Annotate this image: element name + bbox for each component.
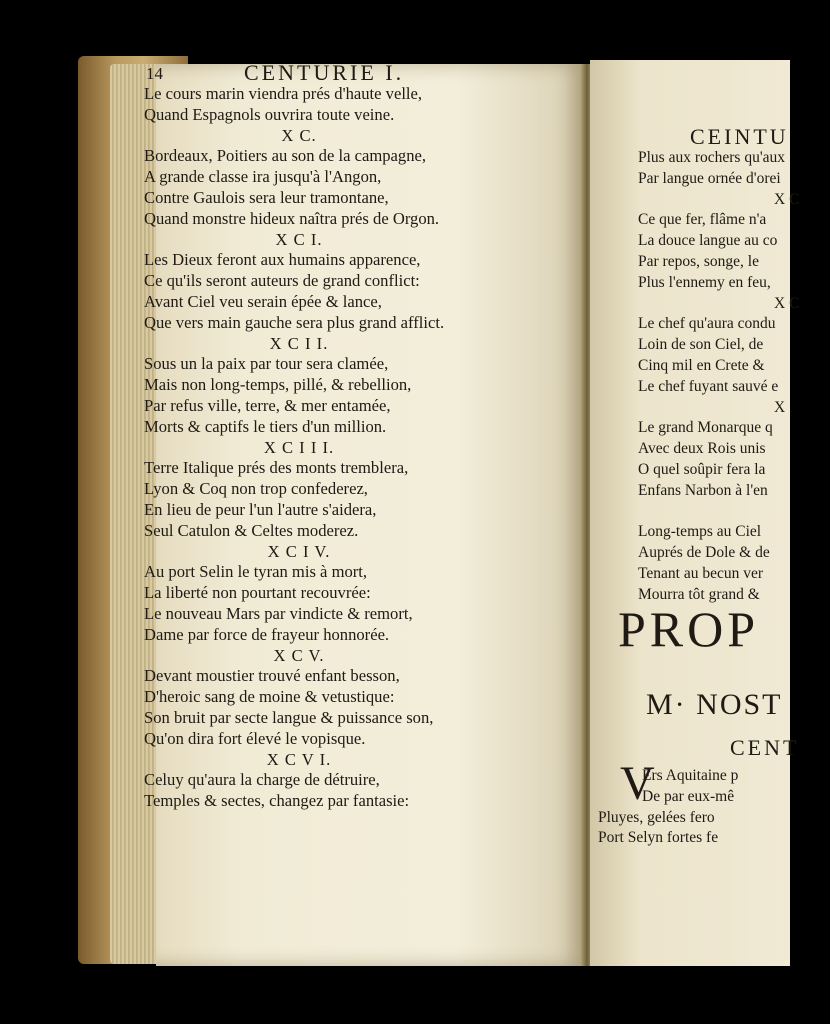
- quatrain-number: X C V.: [273, 645, 325, 665]
- running-head: CENTURIE I.: [244, 60, 405, 85]
- quatrain-number: X C.: [281, 125, 317, 145]
- quatrain-number: X C I I I.: [263, 437, 335, 457]
- verse-line: En lieu de peur l'un l'autre s'aidera,: [144, 499, 377, 519]
- verse-line: Port Selyn fortes fe: [598, 829, 719, 847]
- drop-cap: V: [620, 757, 655, 810]
- verse-line: Bordeaux, Poitiers au son de la campagne,: [144, 146, 427, 166]
- verse-line: Par langue ornée d'orei: [638, 169, 781, 187]
- right-running-head: CEINTU: [690, 124, 789, 149]
- verse-line: Loin de son Ciel, de: [638, 336, 764, 354]
- verse-line: Mais non long-temps, pillé, & rebellion,: [144, 375, 412, 395]
- verse-line: Le grand Monarque q: [638, 419, 773, 437]
- verse-line: Le chef fuyant sauvé e: [638, 377, 779, 395]
- verse-line: Dame par force de frayeur honnorée.: [144, 624, 390, 644]
- verse-line: Celuy qu'aura la charge de détruire,: [144, 770, 380, 790]
- verse-line: Pluyes, gelées fero: [598, 808, 715, 826]
- section-title: PROP: [618, 601, 760, 657]
- verse-line: Les Dieux feront aux humains apparence,: [144, 250, 421, 270]
- verse-line: Au port Selin le tyran mis à mort,: [144, 562, 368, 582]
- verse-line: Mourra tôt grand &: [638, 585, 760, 603]
- verse-line: Cinq mil en Crete &: [638, 356, 765, 374]
- quatrain-number: X: [774, 398, 786, 416]
- quatrain-number: X C: [774, 294, 800, 312]
- quatrain-number: X C V I.: [266, 749, 332, 769]
- verse-line: Son bruit par secte langue & puissance son,: [144, 707, 434, 727]
- quatrain-number: X C I V.: [267, 541, 331, 561]
- verse-line: La douce langue au co: [638, 232, 778, 250]
- section-heading: CENT: [730, 735, 800, 760]
- verse-line: A grande classe ira jusqu'à l'Angon,: [144, 167, 382, 187]
- quatrain-number: X C: [774, 190, 800, 208]
- verse-line: Par repos, songe, le: [638, 252, 759, 270]
- left-verse-lines: [104, 84, 524, 812]
- right-page: [590, 60, 800, 966]
- quatrain-number: X C I I.: [269, 333, 329, 353]
- verse-line: Par refus ville, terre, & mer entamée,: [144, 395, 391, 415]
- verse-line: Terre Italique prés des monts tremblera,: [144, 458, 409, 478]
- verse-line: Le nouveau Mars par vindicte & remort,: [144, 603, 413, 623]
- verse-line: Quand monstre hideux naîtra prés de Orgon.: [144, 208, 440, 228]
- verse-line: Quand Espagnols ouvrira toute veine.: [144, 104, 395, 124]
- right-bottom-lines: [598, 766, 738, 849]
- page-header: [104, 60, 524, 84]
- verse-line: Lyon & Coq non trop confederez,: [144, 479, 368, 499]
- verse-line: Avec deux Rois unis: [638, 440, 766, 458]
- verse-line: Seul Catulon & Celtes moderez.: [144, 520, 359, 540]
- verse-line: Plus aux rochers qu'aux: [638, 149, 786, 166]
- verse-line: Le cours marin viendra prés d'haute velle,: [144, 84, 423, 103]
- verse-line: Temples & sectes, changez par fantasie:: [144, 791, 410, 811]
- verse-line: Plus l'ennemy en feu,: [638, 273, 771, 291]
- verse-line: Auprés de Dole & de: [638, 544, 770, 562]
- verse-line: O quel soûpir fera la: [638, 460, 766, 478]
- verse-line: Sous un la paix par tour sera clamée,: [144, 354, 389, 374]
- verse-line: Long-temps au Ciel: [638, 523, 762, 541]
- verse-line: Enfans Narbon à l'en: [638, 481, 768, 499]
- verse-line: Qu'on dira fort élevé le vopisque.: [144, 728, 366, 748]
- verse-line: Que vers main gauche sera plus grand afflict.: [144, 312, 445, 332]
- verse-line: De par eux-mê: [642, 787, 735, 805]
- author-name: M· NOST: [646, 688, 783, 721]
- verse-line: La liberté non pourtant recouvrée:: [144, 583, 371, 603]
- quatrain-number: X C I.: [275, 229, 323, 249]
- verse-line: Tenant au becun ver: [638, 564, 764, 582]
- verse-line: Le chef qu'aura condu: [638, 315, 776, 333]
- verse-line: Ce que fer, flâme n'a: [638, 211, 767, 229]
- verse-line: Ers Aquitaine p: [642, 767, 739, 784]
- verse-line: Devant moustier trouvé enfant besson,: [144, 666, 400, 686]
- right-page-text: [590, 60, 800, 966]
- verse-line: Morts & captifs le tiers d'un million.: [144, 416, 387, 436]
- page-number: 14: [146, 64, 163, 83]
- blank-line: [598, 502, 799, 523]
- verse-line: D'heroic sang de moine & vetustique:: [144, 687, 395, 707]
- right-verse-lines: [598, 148, 799, 606]
- verse-line: Contre Gaulois sera leur tramontane,: [144, 187, 389, 207]
- verse-line: Ce qu'ils seront auteurs de grand conflict:: [144, 271, 420, 291]
- verse-line: Avant Ciel veu serain épée & lance,: [144, 291, 382, 311]
